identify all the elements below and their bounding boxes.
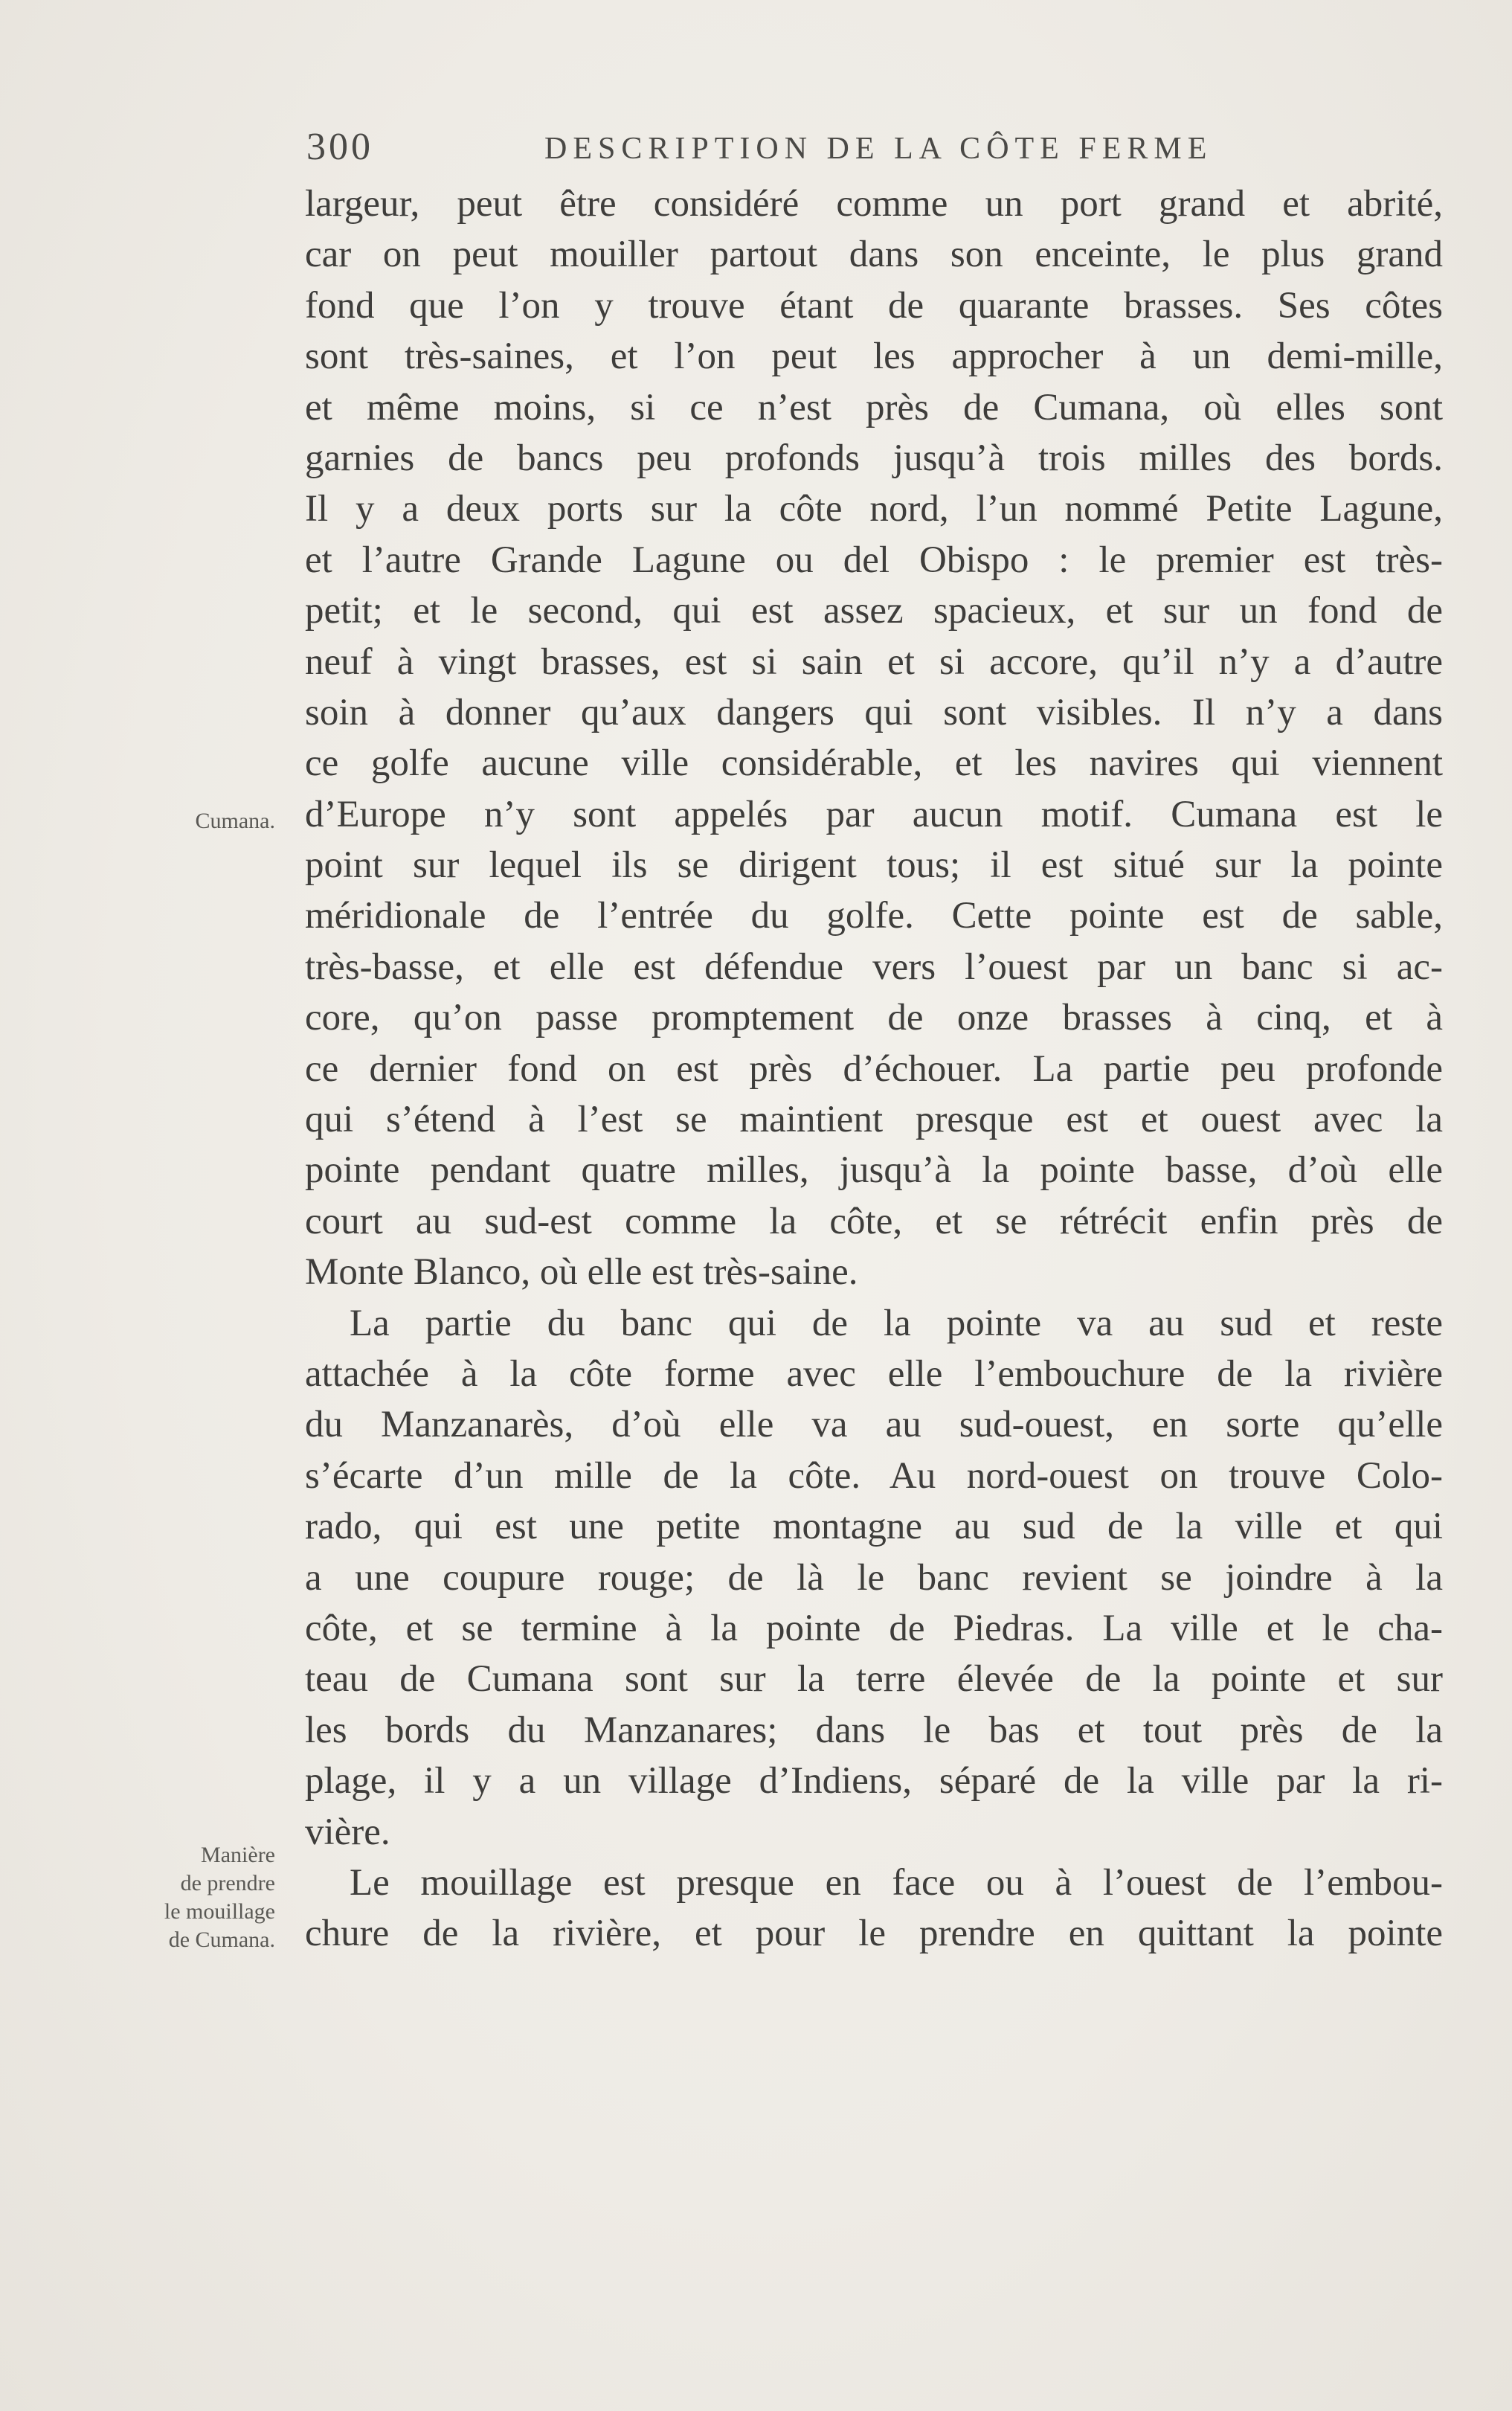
text-line: qui s’étend à l’est se maintient presque est et ouest avec la	[305, 1099, 1443, 1141]
text-line: attachée à la côte forme avec elle l’embouchure de la rivière	[305, 1352, 1443, 1395]
margin-note-cumana	[141, 807, 275, 835]
text-line: les bords du Manzanares; dans le bas et tout près de la	[305, 1709, 1443, 1751]
text-line: méridionale de l’entrée du golfe. Cette pointe est de sable,	[305, 895, 1443, 937]
text-line: ce dernier fond on est près d’échouer. La partie peu profonde	[305, 1047, 1443, 1090]
margin-note-line: de prendre	[180, 1871, 275, 1895]
text-line: d’Europe n’y sont appelés par aucun motif. Cumana est le	[305, 793, 1443, 835]
text-line: a une coupure rouge; de là le banc revient se joindre à la	[305, 1556, 1443, 1599]
text-line: soin à donner qu’aux dangers qui sont visibles. Il n’y a dans	[305, 691, 1443, 733]
text-line: sont très-saines, et l’on peut les approcher à un demi-mille,	[305, 336, 1443, 378]
text-line: car on peut mouiller partout dans son enceinte, le plus grand	[305, 234, 1443, 276]
margin-note-line: de Cumana.	[168, 1927, 275, 1952]
page-header	[306, 125, 1221, 170]
text-line: très-basse, et elle est défendue vers l’ouest par un banc si ac-	[305, 946, 1443, 988]
text-line: rado, qui est une petite montagne au sud de la ville et qui	[305, 1506, 1443, 1548]
text-line: largeur, peut être considéré comme un port grand et abrité,	[305, 183, 1443, 225]
text-line: chure de la rivière, et pour le prendre en quittant la pointe	[305, 1913, 1443, 1955]
text-line: garnies de bancs peu profonds jusqu’à trois milles des bords.	[305, 437, 1443, 479]
margin-note-line: Cumana.	[195, 809, 275, 833]
running-title: DESCRIPTION DE LA CÔTE FERME	[544, 132, 1213, 166]
text-line: teau de Cumana sont sur la terre élevée de la pointe et sur	[305, 1658, 1443, 1701]
text-line: fond que l’on y trouve étant de quarante brasses. Ses côtes	[305, 284, 1443, 327]
text-line: La partie du banc qui de la pointe va au sud et reste	[350, 1302, 1443, 1344]
text-line: s’écarte d’un mille de la côte. Au nord-ouest on trouve Colo-	[305, 1454, 1443, 1497]
text-line: et même moins, si ce n’est près de Cumana, où elles sont	[305, 386, 1443, 428]
text-line: plage, il y a un village d’Indiens, séparé de la ville par la ri-	[305, 1760, 1443, 1802]
text-line: Monte Blanco, où elle est très-saine.	[305, 1251, 858, 1294]
text-line: petit; et le second, qui est assez spacieux, et sur un fond de	[305, 590, 1443, 632]
margin-note-line: le mouillage	[164, 1899, 275, 1924]
text-line: neuf à vingt brasses, est si sain et si accore, qu’il n’y a d’autre	[305, 641, 1443, 683]
text-line: point sur lequel ils se dirigent tous; il est situé sur la pointe	[305, 844, 1443, 887]
margin-note-mouillage	[141, 1841, 275, 1954]
text-line: court au sud-est comme la côte, et se rétrécit enfin près de	[305, 1200, 1443, 1242]
text-line: pointe pendant quatre milles, jusqu’à la pointe basse, d’où elle	[305, 1149, 1443, 1192]
page-number: 300	[306, 126, 373, 168]
text-line: du Manzanarès, d’où elle va au sud-ouest, en sorte qu’elle	[305, 1404, 1443, 1446]
text-line: ce golfe aucune ville considérable, et les navires qui viennent	[305, 742, 1443, 785]
text-line: côte, et se termine à la pointe de Piedras. La ville et le cha-	[305, 1607, 1443, 1649]
text-line: Il y a deux ports sur la côte nord, l’un nommé Petite Lagune,	[305, 488, 1443, 530]
text-line: et l’autre Grande Lagune ou del Obispo : le premier est très-	[305, 539, 1443, 581]
text-line: vière.	[305, 1811, 390, 1853]
body-text	[305, 179, 1443, 1959]
text-line: Le mouillage est presque en face ou à l’ouest de l’embou-	[350, 1861, 1443, 1904]
text-line: core, qu’on passe promptement de onze brasses à cinq, et à	[305, 997, 1443, 1039]
margin-note-line: Manière	[201, 1843, 275, 1867]
